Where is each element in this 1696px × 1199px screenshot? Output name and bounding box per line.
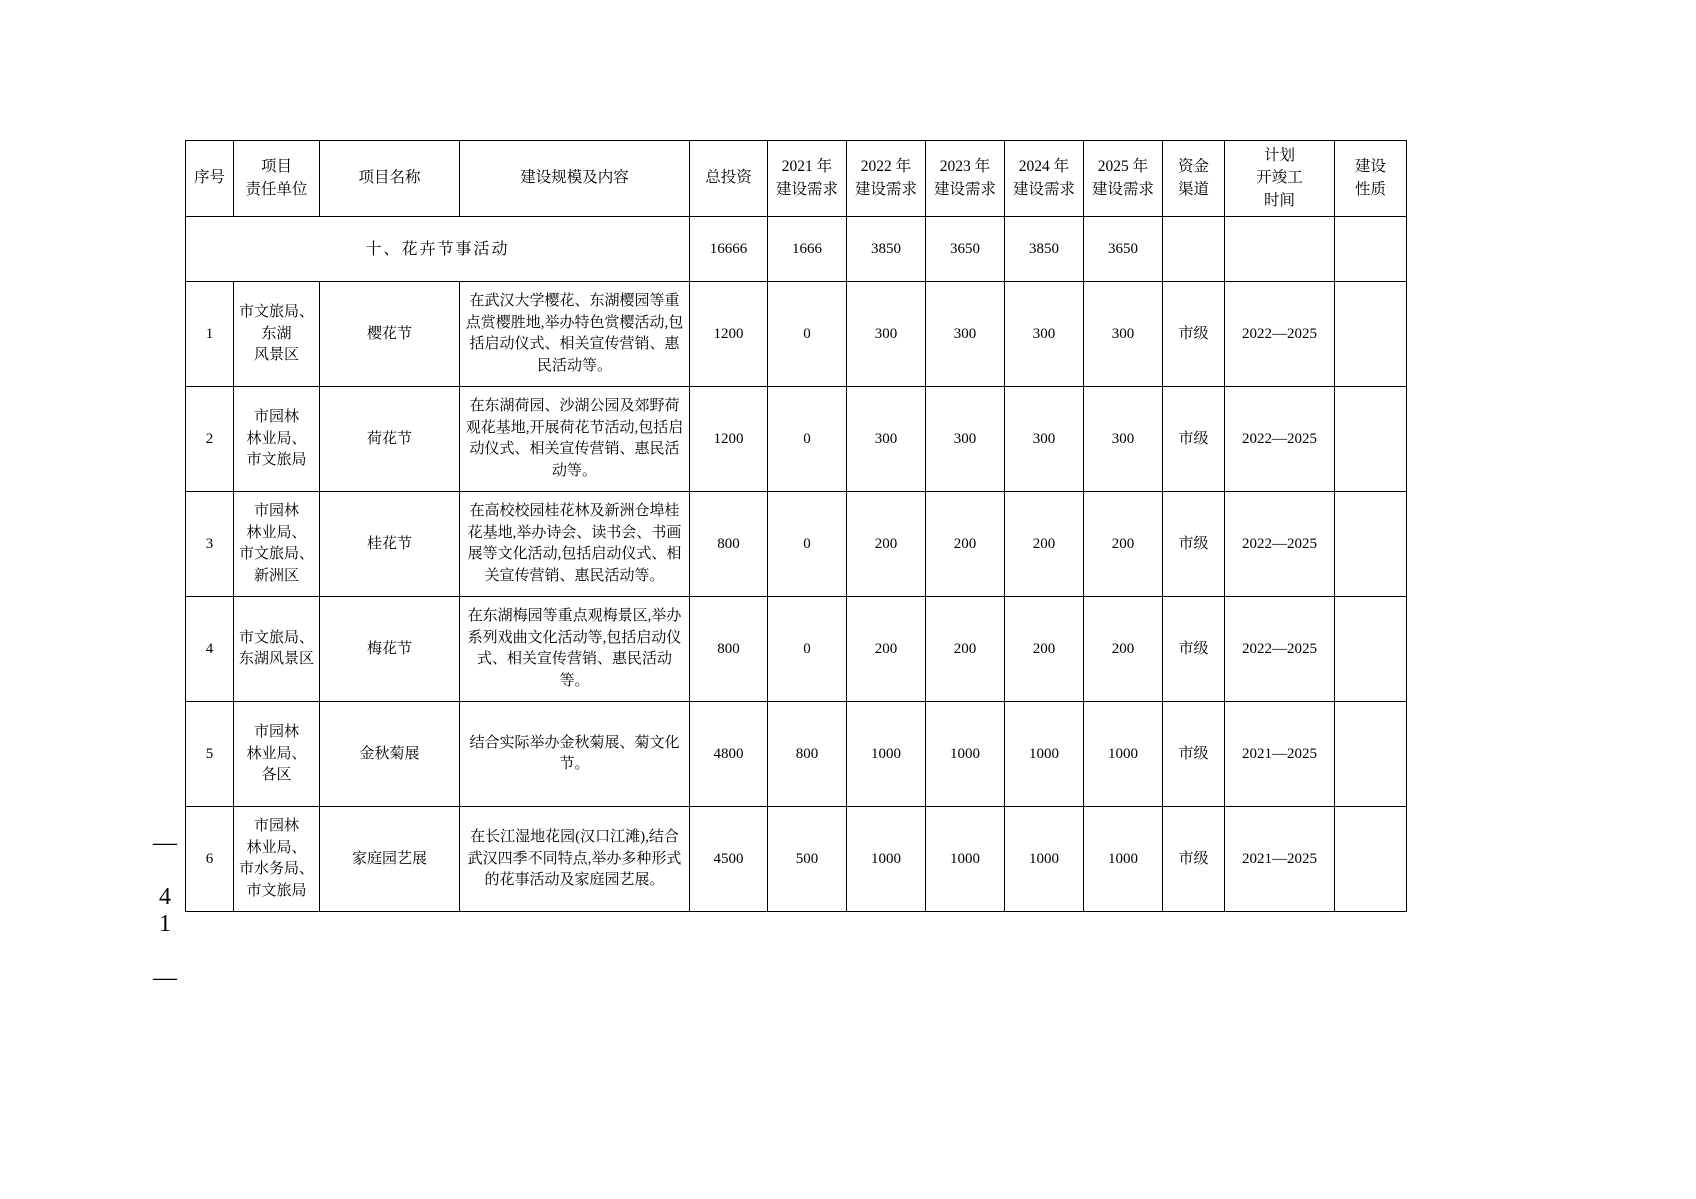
section-year-2022: 3850: [847, 217, 926, 282]
row-year-2022: 200: [847, 597, 926, 702]
row-construction-nature: [1335, 387, 1407, 492]
row-unit-line: 各区: [261, 767, 292, 784]
section-summary-row: [186, 217, 1407, 282]
row-year-2023: 200: [926, 597, 1005, 702]
table-row: [186, 282, 1407, 387]
header-planned-time-line3: 时间: [1263, 191, 1295, 209]
row-year-2024: 200: [1005, 492, 1084, 597]
table-row: [186, 807, 1407, 912]
row-unit-line: 市文旅局: [246, 883, 307, 900]
header-construction-nature-line1: 建设: [1354, 158, 1386, 176]
row-project-name: 桂花节: [320, 492, 460, 597]
row-construction-nature: [1335, 807, 1407, 912]
row-total-investment: 4800: [690, 702, 768, 807]
row-unit-line: 市园林: [253, 408, 299, 425]
row-year-2021: 500: [768, 807, 847, 912]
row-year-2022: 200: [847, 492, 926, 597]
row-planned-time: 2021—2025: [1225, 807, 1335, 912]
row-year-2025: 200: [1084, 597, 1163, 702]
header-planned-time-line2: 开竣工: [1256, 169, 1303, 187]
row-year-2023: 300: [926, 282, 1005, 387]
row-unit-line: 林业局、: [246, 745, 307, 762]
row-responsible-unit: [234, 807, 320, 912]
row-unit-line: 新洲区: [253, 568, 299, 585]
row-unit-line: 林业局、: [246, 839, 307, 856]
table-body: [186, 217, 1407, 912]
row-funding-channel: 市级: [1163, 702, 1225, 807]
row-responsible-unit: [234, 702, 320, 807]
section-year-2021: 1666: [768, 217, 847, 282]
header-funding-channel: [1163, 141, 1225, 217]
row-project-name: 梅花节: [320, 597, 460, 702]
section-planned-time: [1225, 217, 1335, 282]
project-plan-table: [185, 140, 1407, 912]
header-responsible-unit-line1: 项目: [260, 158, 292, 176]
row-year-2025: 200: [1084, 492, 1163, 597]
row-year-2021: 0: [768, 492, 847, 597]
header-year-2024-line1: 2024 年: [1018, 158, 1070, 176]
row-year-2022: 1000: [847, 702, 926, 807]
row-year-2023: 1000: [926, 807, 1005, 912]
header-year-2023-line1: 2023 年: [939, 158, 991, 176]
table-row: [186, 597, 1407, 702]
header-year-2021: [768, 141, 847, 217]
row-funding-channel: 市级: [1163, 597, 1225, 702]
row-unit-line: 东湖风景区: [239, 651, 315, 668]
row-unit-line: 东湖: [261, 325, 292, 342]
row-seq: 2: [186, 387, 234, 492]
row-funding-channel: 市级: [1163, 492, 1225, 597]
row-year-2023: 1000: [926, 702, 1005, 807]
section-year-2024: 3850: [1005, 217, 1084, 282]
row-seq: 5: [186, 702, 234, 807]
row-project-name: 家庭园艺展: [320, 807, 460, 912]
row-year-2024: 1000: [1005, 807, 1084, 912]
row-planned-time: 2022—2025: [1225, 492, 1335, 597]
section-funding-channel: [1163, 217, 1225, 282]
header-responsible-unit: [234, 141, 320, 217]
row-unit-line: 市水务局、: [239, 861, 315, 878]
header-year-2025: [1084, 141, 1163, 217]
header-year-2021-line1: 2021 年: [781, 158, 833, 176]
row-unit-line: 林业局、: [246, 524, 307, 541]
section-year-2025: 3650: [1084, 217, 1163, 282]
section-construction-nature: [1335, 217, 1407, 282]
row-scope: 结合实际举办金秋菊展、菊文化节。: [460, 702, 690, 807]
header-year-2022-line1: 2022 年: [860, 158, 912, 176]
table-header-row: [186, 141, 1407, 217]
header-project-name: 项目名称: [320, 141, 460, 217]
row-year-2023: 300: [926, 387, 1005, 492]
row-planned-time: 2021—2025: [1225, 702, 1335, 807]
row-year-2024: 300: [1005, 282, 1084, 387]
row-year-2021: 800: [768, 702, 847, 807]
section-title: 十、花卉节事活动: [186, 217, 690, 282]
header-construction-nature-line2: 性质: [1354, 180, 1386, 198]
header-year-2021-line2: 建设需求: [775, 180, 838, 198]
row-year-2021: 0: [768, 387, 847, 492]
row-scope: 在东湖荷园、沙湖公园及郊野荷观花基地,开展荷花节活动,包括启动仪式、相关宣传营销、惠民活动等。: [460, 387, 690, 492]
row-project-name: 金秋菊展: [320, 702, 460, 807]
header-scope: 建设规模及内容: [460, 141, 690, 217]
header-year-2024-line2: 建设需求: [1012, 180, 1075, 198]
row-responsible-unit: [234, 387, 320, 492]
header-year-2025-line2: 建设需求: [1091, 180, 1154, 198]
row-unit-line: 市文旅局、: [239, 546, 315, 563]
row-construction-nature: [1335, 597, 1407, 702]
row-seq: 4: [186, 597, 234, 702]
header-construction-nature: [1335, 141, 1407, 217]
row-total-investment: 800: [690, 597, 768, 702]
row-unit-line: 市文旅局、: [239, 303, 315, 320]
header-year-2023: [926, 141, 1005, 217]
row-construction-nature: [1335, 282, 1407, 387]
row-planned-time: 2022—2025: [1225, 387, 1335, 492]
row-planned-time: 2022—2025: [1225, 282, 1335, 387]
row-unit-line: 林业局、: [246, 430, 307, 447]
row-project-name: 荷花节: [320, 387, 460, 492]
row-year-2025: 300: [1084, 387, 1163, 492]
row-year-2025: 300: [1084, 282, 1163, 387]
header-funding-channel-line1: 资金: [1177, 158, 1209, 176]
row-construction-nature: [1335, 702, 1407, 807]
row-responsible-unit: [234, 492, 320, 597]
row-funding-channel: 市级: [1163, 282, 1225, 387]
section-total-investment: 16666: [690, 217, 768, 282]
header-seq: 序号: [186, 141, 234, 217]
row-unit-line: 市文旅局: [246, 452, 307, 469]
row-year-2024: 200: [1005, 597, 1084, 702]
header-planned-time-line1: 计划: [1263, 147, 1295, 164]
row-total-investment: 1200: [690, 387, 768, 492]
row-responsible-unit: [234, 282, 320, 387]
header-funding-channel-line2: 渠道: [1177, 180, 1209, 198]
row-funding-channel: 市级: [1163, 807, 1225, 912]
row-seq: 1: [186, 282, 234, 387]
row-unit-line: 市文旅局、: [239, 629, 315, 646]
row-unit-line: 风景区: [253, 347, 299, 364]
row-responsible-unit: [234, 597, 320, 702]
row-project-name: 樱花节: [320, 282, 460, 387]
row-planned-time: 2022—2025: [1225, 597, 1335, 702]
row-scope: 在长江湿地花园(汉口江滩),结合武汉四季不同特点,举办多种形式的花事活动及家庭园艺展。: [460, 807, 690, 912]
header-year-2024: [1005, 141, 1084, 217]
row-scope: 在东湖梅园等重点观梅景区,举办系列戏曲文化活动等,包括启动仪式、相关宣传营销、惠民活动等。: [460, 597, 690, 702]
header-year-2025-line1: 2025 年: [1097, 158, 1149, 176]
row-total-investment: 4500: [690, 807, 768, 912]
header-total-investment: 总投资: [690, 141, 768, 217]
row-unit-line: 市园林: [253, 817, 299, 834]
row-year-2021: 0: [768, 597, 847, 702]
table-header: [186, 141, 1407, 217]
row-seq: 3: [186, 492, 234, 597]
row-total-investment: 1200: [690, 282, 768, 387]
page-number: — 41 —: [152, 830, 178, 992]
header-year-2022: [847, 141, 926, 217]
header-responsible-unit-line2: 责任单位: [245, 180, 308, 198]
row-unit-line: 市园林: [253, 502, 299, 519]
row-year-2024: 300: [1005, 387, 1084, 492]
table-row: [186, 387, 1407, 492]
row-scope: 在武汉大学樱花、东湖樱园等重点赏樱胜地,举办特色赏樱活动,包括启动仪式、相关宣传营销、惠民活动等。: [460, 282, 690, 387]
row-year-2022: 1000: [847, 807, 926, 912]
header-planned-time: [1225, 141, 1335, 217]
header-year-2022-line2: 建设需求: [854, 180, 917, 198]
row-unit-line: 市园林: [253, 723, 299, 740]
row-total-investment: 800: [690, 492, 768, 597]
table-row: [186, 702, 1407, 807]
row-construction-nature: [1335, 492, 1407, 597]
row-year-2025: 1000: [1084, 702, 1163, 807]
row-funding-channel: 市级: [1163, 387, 1225, 492]
row-year-2022: 300: [847, 387, 926, 492]
row-year-2025: 1000: [1084, 807, 1163, 912]
row-seq: 6: [186, 807, 234, 912]
table-row: [186, 492, 1407, 597]
section-year-2023: 3650: [926, 217, 1005, 282]
header-year-2023-line2: 建设需求: [933, 180, 996, 198]
row-year-2022: 300: [847, 282, 926, 387]
row-year-2021: 0: [768, 282, 847, 387]
row-scope: 在高校校园桂花林及新洲仓埠桂花基地,举办诗会、读书会、书画展等文化活动,包括启动仪式、相关宣传营销、惠民活动等。: [460, 492, 690, 597]
row-year-2024: 1000: [1005, 702, 1084, 807]
row-year-2023: 200: [926, 492, 1005, 597]
